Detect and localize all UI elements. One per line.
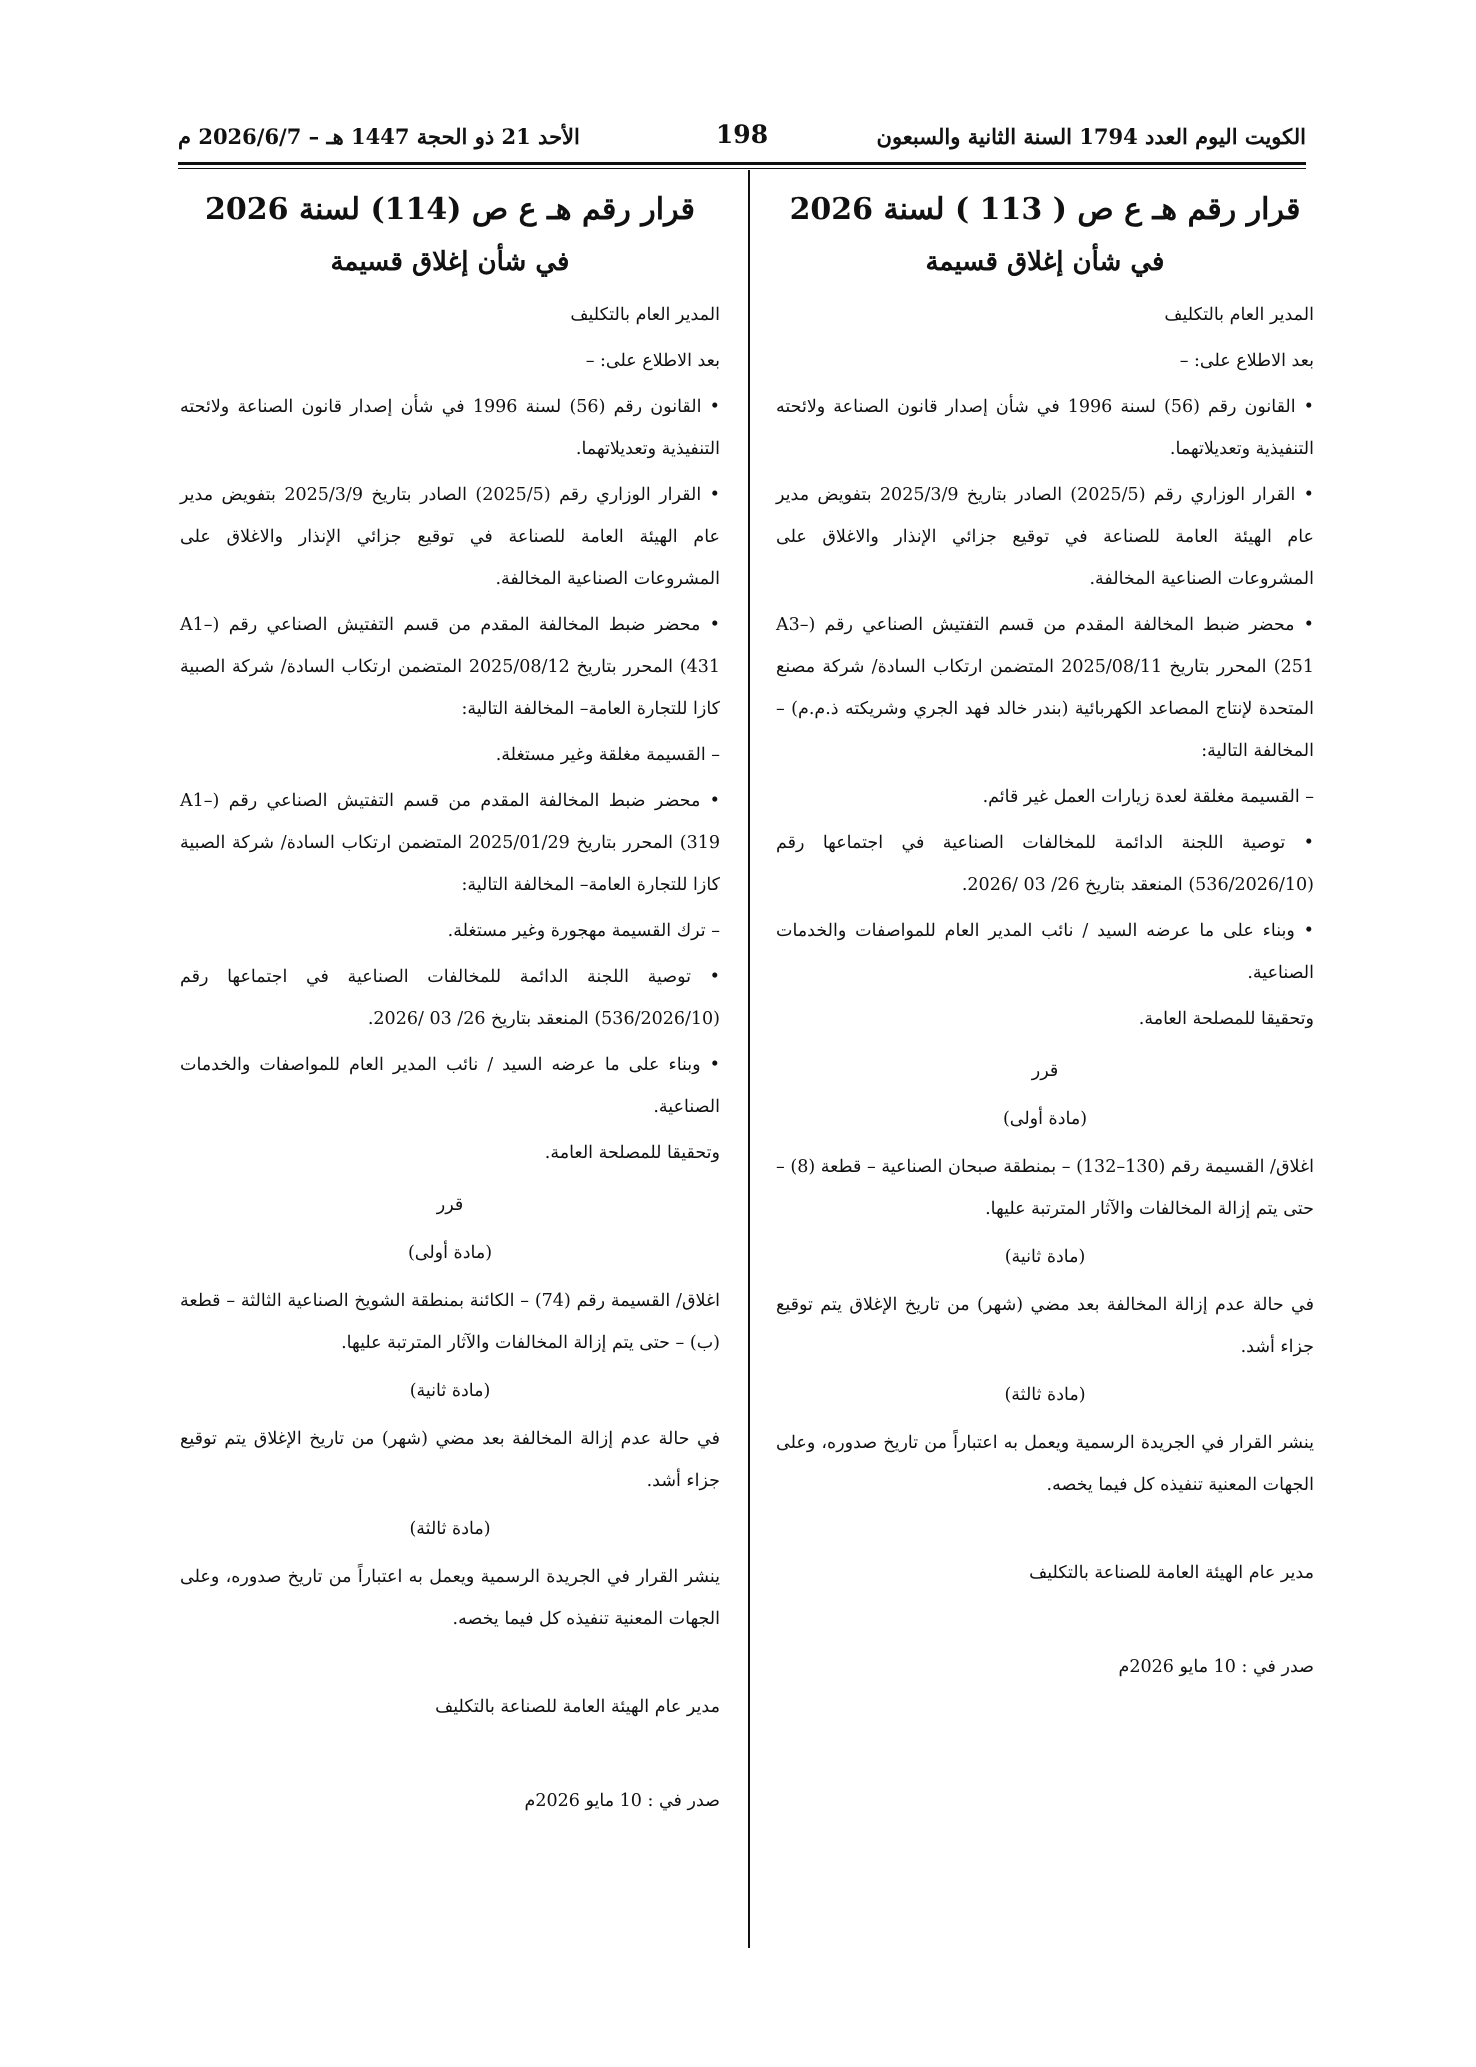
reference-item: • توصية اللجنة الدائمة للمخالفات الصناعية في اجتماعها رقم (536/2026/10) المنعقد بتاريخ 26/ 03 /2026. [776, 822, 1314, 906]
after-review-line: بعد الاطلاع على: – [585, 351, 720, 371]
reference-item: • القانون رقم (56) لسنة 1996 في شأن إصدار قانون الصناعة ولائحته التنفيذية وتعديلاتهما. [180, 386, 720, 470]
header-rule-thin [178, 168, 1306, 169]
reference-item: • توصية اللجنة الدائمة للمخالفات الصناعية في اجتماعها رقم (536/2026/10) المنعقد بتاريخ 26/ 03 /2026. [180, 956, 720, 1040]
reference-item: • محضر ضبط المخالفة المقدم من قسم التفتيش الصناعي رقم (A1–431) المحرر بتاريخ 2025/08/12 المتضمن ارتكاب السادة/ شركة الصبية كازا للتجارة العامة– المخالفة التالية: [180, 604, 720, 730]
decision-113-column [776, 186, 1314, 1692]
article-3-heading: (مادة ثالثة) [1004, 1385, 1086, 1405]
decided-heading: قرر [436, 1195, 464, 1215]
signature-line: مدير عام الهيئة العامة للصناعة بالتكليف [435, 1697, 720, 1717]
issued-date: صدر في : 10 مايو 2026م [524, 1791, 720, 1811]
issued-date: صدر في : 10 مايو 2026م [1118, 1657, 1314, 1677]
reference-item: • محضر ضبط المخالفة المقدم من قسم التفتيش الصناعي رقم (A3–251) المحرر بتاريخ 2025/08/11 المتضمن ارتكاب السادة/ شركة مصنع المتحدة لإنتاج المصاعد الكهربائية (بندر خالد فهد الجري وشريكته ذ.م.م) – المخالفة التالية: [776, 604, 1314, 772]
article-1-text: اغلاق/ القسيمة رقم (130–132) – بمنطقة صبحان الصناعية – قطعة (8) – حتى يتم إزالة المخالفات والآثار المترتبة عليها. [776, 1157, 1314, 1219]
decision-subtitle: في شأن إغلاق قسيمة [925, 247, 1165, 277]
violation-line: – ترك القسيمة مهجورة وغير مستغلة. [447, 921, 720, 941]
reference-item: • محضر ضبط المخالفة المقدم من قسم التفتيش الصناعي رقم (A1–319) المحرر بتاريخ 2025/01/29 المتضمن ارتكاب السادة/ شركة الصبية كازا للتجارة العامة– المخالفة التالية: [180, 780, 720, 906]
article-2-text: في حالة عدم إزالة المخالفة بعد مضي (شهر) من تاريخ الإغلاق يتم توقيع جزاء أشد. [180, 1429, 720, 1491]
authority-line: المدير العام بالتكليف [1164, 305, 1314, 325]
reference-item: • وبناء على ما عرضه السيد / نائب المدير العام للمواصفات والخدمات الصناعية. [776, 910, 1314, 994]
signature-line: مدير عام الهيئة العامة للصناعة بالتكليف [1029, 1563, 1314, 1583]
violation-line: – القسيمة مغلقة وغير مستغلة. [495, 745, 720, 765]
reference-item: • القرار الوزاري رقم (2025/5) الصادر بتاريخ 2025/3/9 بتفويض مدير عام الهيئة العامة للصناعة في توقيع جزائي الإنذار والاغلاق على المشروعات الصناعية المخالفة. [776, 474, 1314, 600]
decided-heading: قرر [1031, 1061, 1059, 1081]
article-1-heading: (مادة أولى) [1002, 1109, 1088, 1129]
article-3-text: ينشر القرار في الجريدة الرسمية ويعمل به اعتباراً من تاريخ صدوره، وعلى الجهات المعنية تنفيذه كل فيما يخصه. [180, 1567, 720, 1629]
header-rule-thick [178, 162, 1306, 165]
reference-item: • القرار الوزاري رقم (2025/5) الصادر بتاريخ 2025/3/9 بتفويض مدير عام الهيئة العامة للصناعة في توقيع جزائي الإنذار والاغلاق على المشروعات الصناعية المخالفة. [180, 474, 720, 600]
reference-item: • القانون رقم (56) لسنة 1996 في شأن إصدار قانون الصناعة ولائحته التنفيذية وتعديلاتهما. [776, 386, 1314, 470]
page-number: 198 [715, 120, 769, 149]
header-date: الأحد 21 ذو الحجة 1447 هـ – 2026/6/7 م [178, 124, 580, 149]
decision-subtitle: في شأن إغلاق قسيمة [330, 247, 570, 277]
decision-title: قرار رقم هـ ع ص (114) لسنة 2026 [205, 192, 695, 227]
header-issue-info: الكويت اليوم العدد 1794 السنة الثانية والسبعون [876, 124, 1306, 149]
after-review-line: بعد الاطلاع على: – [1179, 351, 1314, 371]
violation-line: – القسيمة مغلقة لعدة زيارات العمل غير قائم. [982, 787, 1314, 807]
authority-line: المدير العام بالتكليف [570, 305, 720, 325]
reference-item: • وبناء على ما عرضه السيد / نائب المدير العام للمواصفات والخدمات الصناعية. [180, 1044, 720, 1128]
article-2-heading: (مادة ثانية) [1004, 1247, 1086, 1267]
public-interest-line: وتحقيقا للمصلحة العامة. [1138, 1009, 1314, 1029]
article-2-heading: (مادة ثانية) [409, 1381, 491, 1401]
public-interest-line: وتحقيقا للمصلحة العامة. [544, 1143, 720, 1163]
article-1-heading: (مادة أولى) [407, 1243, 493, 1263]
article-1-text: اغلاق/ القسيمة رقم (74) – الكائنة بمنطقة الشويخ الصناعية الثالثة – قطعة (ب) – حتى يتم إزالة المخالفات والآثار المترتبة عليها. [180, 1291, 720, 1353]
column-divider [748, 170, 750, 1948]
article-3-text: ينشر القرار في الجريدة الرسمية ويعمل به اعتباراً من تاريخ صدوره، وعلى الجهات المعنية تنفيذه كل فيما يخصه. [776, 1433, 1314, 1495]
decision-114-column [180, 186, 720, 1826]
article-2-text: في حالة عدم إزالة المخالفة بعد مضي (شهر) من تاريخ الإغلاق يتم توقيع جزاء أشد. [776, 1295, 1314, 1357]
page-header [178, 118, 1306, 158]
decision-title: قرار رقم هـ ع ص ( 113 ) لسنة 2026 [789, 192, 1301, 227]
article-3-heading: (مادة ثالثة) [409, 1519, 491, 1539]
